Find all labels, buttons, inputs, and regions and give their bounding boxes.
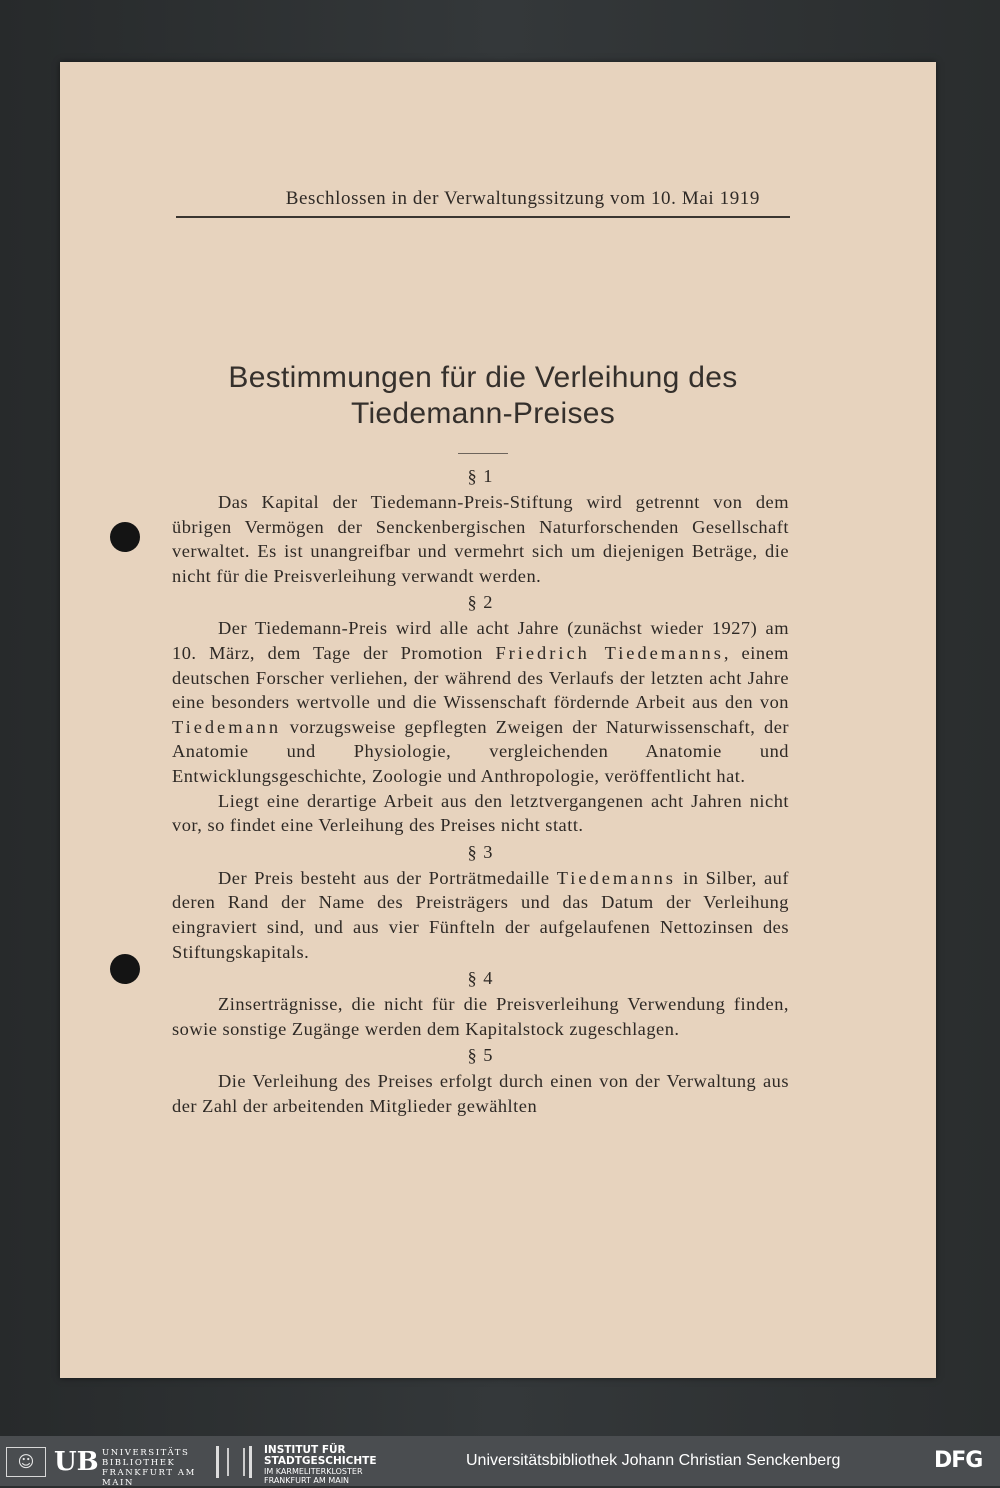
section-2-name-2: Tiedemann: [172, 716, 282, 737]
ub-logo-line-2: BIBLIOTHEK: [102, 1458, 176, 1468]
title-divider: [458, 453, 508, 454]
ub-logo-text: [102, 1448, 212, 1488]
punch-hole-upper: [110, 522, 140, 552]
title-line-2: Tiedemann-Preises: [350, 397, 616, 430]
section-5-paragraph: Die Verleihung des Preises erfolgt durch einen von der Verwaltung aus der Zahl der arbeitenden Mitglieder gewählten: [172, 1071, 789, 1116]
section-heading-5: § 5: [467, 1045, 494, 1066]
section-3-name: Tiedemanns: [556, 867, 676, 888]
library-name-link[interactable]: Universitätsbibliothek Johann Christian Senckenberg: [466, 1452, 841, 1469]
ub-logo-line-3: FRANKFURT AM MAIN: [102, 1468, 196, 1488]
isg-logo[interactable]: [216, 1444, 416, 1485]
section-2-text-b: , einem deutschen Forscher verliehen, der während des Verlaufs der letzten acht Jahre eine besonders wertvolle und die Wissenschaft fördernde Arbeit aus den von: [172, 642, 789, 713]
section-heading-1: § 1: [467, 466, 494, 486]
ub-logo-line-1: UNIVERSITÄTS: [102, 1448, 190, 1458]
isg-logo-text: [264, 1445, 377, 1485]
section-2-text-c: vorzugsweise gepflegten Zweigen der Naturwissenschaft, der Anatomie und Physiologie, vergleichenden Anatomie und Entwicklungsgeschichte, Zoologie und Anthropologie, veröffentlicht hat.: [172, 716, 789, 786]
viewer-footer: [0, 1436, 1000, 1486]
section-heading-4: § 4: [467, 968, 494, 989]
isg-emblem-icon: [216, 1446, 252, 1478]
isg-line-2: STADTGESCHICHTE: [264, 1455, 377, 1467]
section-2-text-a: Der Tiedemann-Preis wird alle acht Jahre (zunächst wieder 1927) am 10. März, dem Tage der Promotion: [172, 618, 789, 663]
isg-line-4: FRANKFURT AM MAIN: [264, 1476, 350, 1485]
section-heading-2: § 2: [467, 592, 494, 613]
section-3-paragraph: [172, 866, 789, 964]
section-1-paragraph: Das Kapital der Tiedemann-Preis-Stiftung wird getrennt von dem übrigen Vermögen der Senckenbergischen Naturforschenden Gesellschaft verwaltet. Es ist unangreifbar und vermehrt sich um diejenigen Beträge, die nicht für die Preisverleihung verwandt werden.: [172, 492, 789, 586]
section-4-paragraph: Zinserträgnisse, die nicht für die Preisverleihung Verwendung finden, sowie sonstige Zugänge werden dem Kapitalstock zugeschlagen.: [172, 994, 789, 1039]
section-3-text-a: Der Preis besteht aus der Porträtmedaille: [218, 867, 550, 888]
isg-line-3: IM KARMELITERKLOSTER: [264, 1467, 363, 1476]
section-2-paragraph-2: Liegt eine derartige Arbeit aus den letztvergangenen acht Jahren nicht vor, so findet eine Verleihung des Preises nicht statt.: [172, 790, 789, 836]
resolution-header: Beschlossen in der Verwaltungssitzung vom 10. Mai 1919: [176, 188, 790, 218]
section-heading-3: § 3: [467, 841, 494, 862]
document-body: [172, 462, 789, 1118]
isg-line-1: INSTITUT FÜR: [264, 1444, 346, 1456]
punch-hole-lower: [110, 954, 140, 984]
document-page: [60, 62, 936, 1378]
dfg-logo[interactable]: DFG: [934, 1448, 983, 1473]
section-2-name-1: Friedrich Tiedemanns: [495, 642, 724, 663]
ub-emblem-icon: ☺: [6, 1447, 46, 1477]
ub-logo-letters: UB: [54, 1447, 99, 1477]
section-2-paragraph-1: [172, 616, 789, 788]
title-line-1: Bestimmungen für die Verleihung des: [228, 361, 738, 394]
ub-logo[interactable]: [6, 1444, 202, 1488]
document-title: [170, 360, 796, 432]
section-3-text-b: in Silber, auf deren Rand der Name des Preisträgers und das Datum der Verleihung eingraviert sind, und aus vier Fünfteln der aufgelaufenen Nettozinsen des Stiftungskapitals.: [172, 867, 789, 962]
